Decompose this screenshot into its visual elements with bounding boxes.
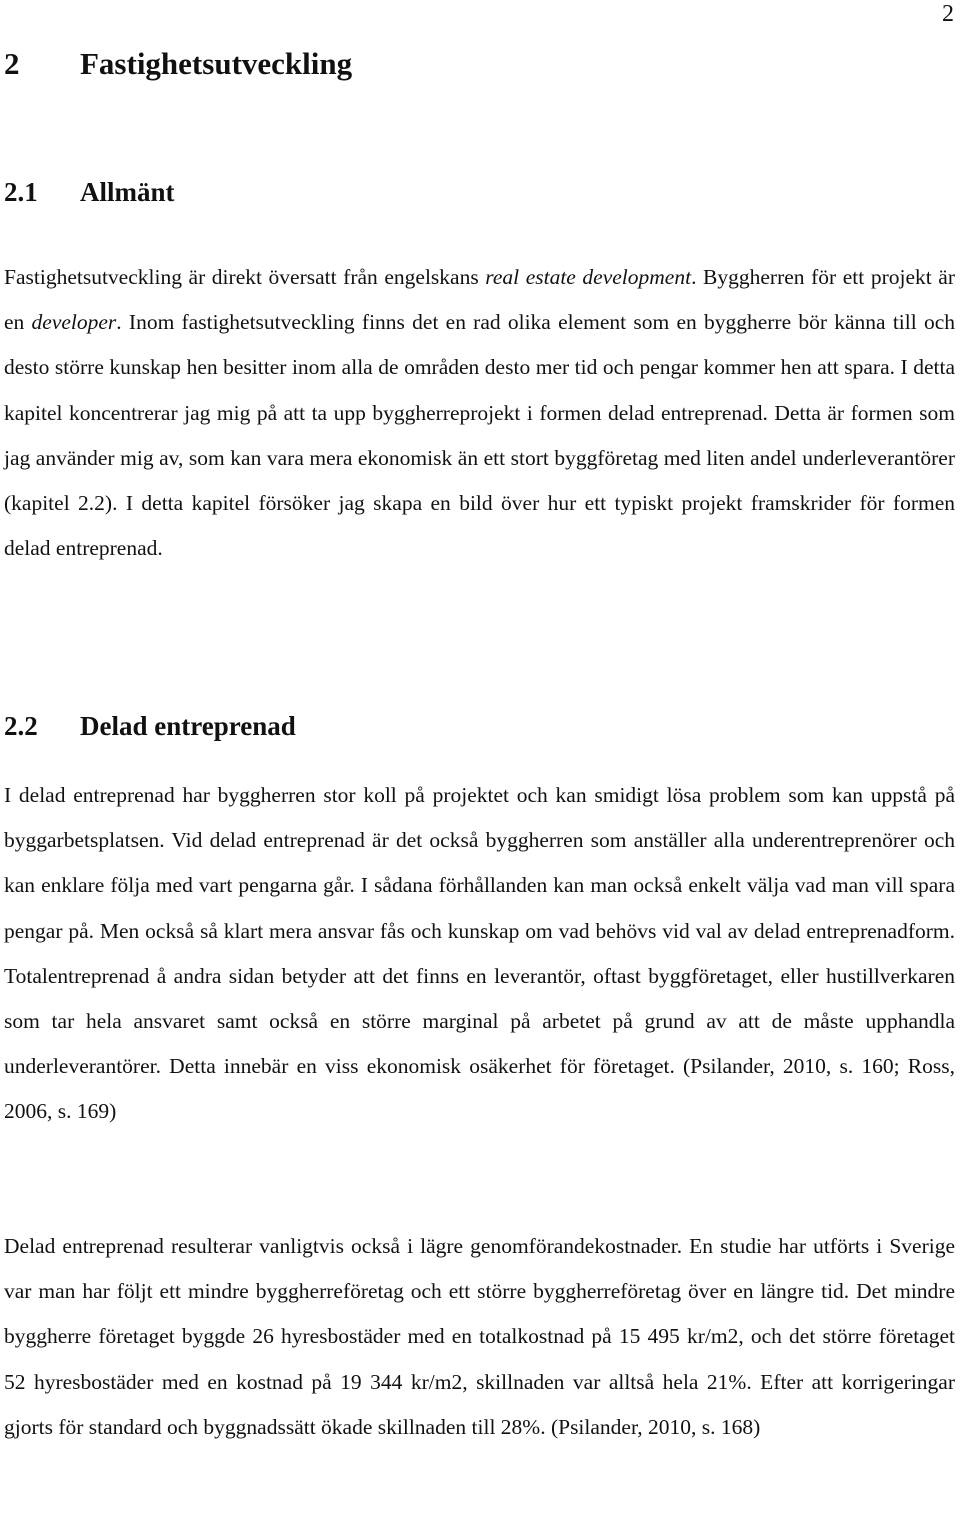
paragraph-text: Fastighetsutveckling är direkt översatt från engelskans xyxy=(4,265,486,289)
paragraph-delad-entreprenad-2: Delad entreprenad resulterar vanligtvis också i lägre genomförandekostnader. En studie har utförts i Sverige var man har följt ett mindre byggherreföretag och ett större byggherreföretag över en längre tid. Det mindre byggherre företaget byggde 26 hyresbostäder med en totalkostnad på 15 495 kr/m2, och det större företaget 52 hyresbostäder med en kostnad på 19 344 kr/m2, skillnaden var alltså hela 21%. Efter att korrigeringar gjorts för standard och byggnadssätt ökade skillnaden till 28%. (Psilander, 2010, s. 168) xyxy=(4,1234,955,1439)
emphasis-term: real estate development xyxy=(485,265,692,289)
section-number: 2.2 xyxy=(4,711,38,741)
chapter-number: 2 xyxy=(4,46,20,81)
section-title: Delad entreprenad xyxy=(80,711,296,741)
paragraph-delad-entreprenad-1: I delad entreprenad har byggherren stor koll på projektet och kan smidigt lösa problem som kan uppstå på byggarbetsplatsen. Vid delad entreprenad är det också byggherren som anställer alla underentreprenörer och kan enklare följa med vart pengarna går. I sådana förhållanden kan man också enkelt välja vad man vill spara pengar på. Men också så klart mera ansvar fås och kunskap om vad behövs vid val av delad entreprenadform. Totalentreprenad å andra sidan betyder att det finns en leverantör, oftast byggföretaget, eller hustillverkaren som tar hela ansvaret samt också en större marginal på arbetet på grund av att de måste upphandla underleverantörer. Detta innebär en viss ekonomisk osäkerhet för företaget. (Psilander, 2010, s. 160; Ross, 2006, s. 169) xyxy=(4,783,955,1124)
section-title: Allmänt xyxy=(80,177,175,207)
section-heading-delad-entreprenad xyxy=(4,708,296,744)
chapter-heading xyxy=(4,44,352,84)
chapter-title: Fastighetsutveckling xyxy=(80,46,353,81)
section-number: 2.1 xyxy=(4,177,38,207)
paragraph-text: . Byggherren för ett projekt är en xyxy=(4,265,955,335)
section-heading-allmant xyxy=(4,174,175,210)
emphasis-term: developer xyxy=(31,310,117,335)
paragraph-allmant xyxy=(4,255,955,571)
page-number: 2 xyxy=(942,1,954,27)
paragraph-text: . Inom fastighetsutveckling finns det en rad olika element som en byggherre bör känna till och desto större kunskap hen besitter inom alla de områden desto mer tid och pengar kommer hen att spara. I detta kapitel koncentrerar jag mig på att ta upp byggherreprojekt i formen delad entreprenad. Detta är formen som jag använder mig av, som kan vara mera ekonomisk än ett stort byggföretag med liten andel underleverantörer (kapitel 2.2). I detta kapitel försöker jag skapa en bild över hur ett typiskt projekt framskrider för formen delad entreprenad. xyxy=(4,310,955,561)
